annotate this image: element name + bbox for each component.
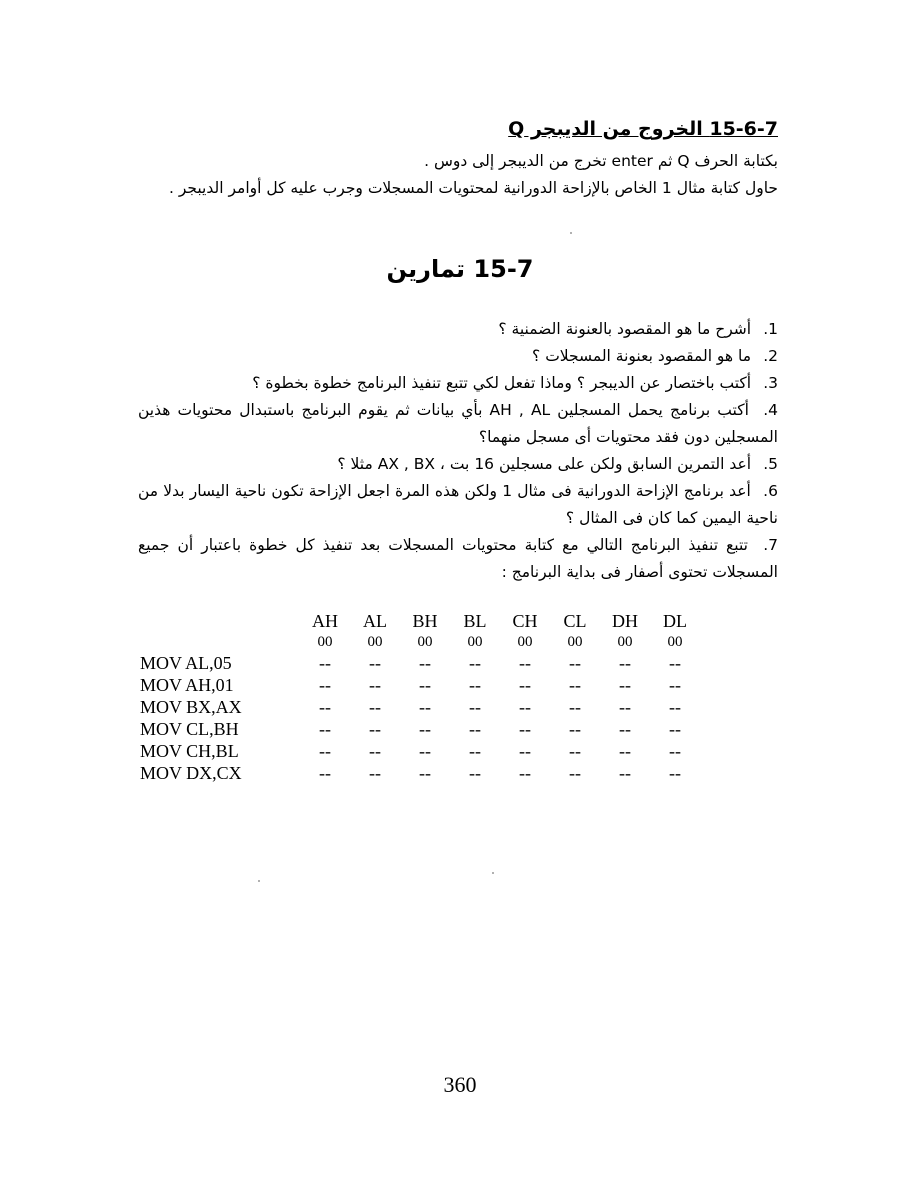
exercise-text: ما هو المقصود بعنونة المسجلات ؟ (532, 347, 752, 365)
instruction-row (140, 718, 700, 740)
register-header-row (140, 610, 700, 632)
instruction-text: MOV AL,05 (140, 652, 232, 673)
blank-value: -- (519, 652, 531, 673)
blank-value: -- (669, 762, 681, 783)
blank-value: -- (669, 696, 681, 717)
blank-value: -- (319, 696, 331, 717)
blank-value: -- (419, 696, 431, 717)
blank-value: -- (369, 674, 381, 695)
exercise-text: أكتب باختصار عن الديبجر ؟ وماذا تفعل لكي تتبع تنفيذ البرنامج خطوة بخطوة ؟ (252, 374, 752, 392)
blank-value: -- (419, 762, 431, 783)
exercise-text: أشرح ما هو المقصود بالعنونة الضمنية ؟ (498, 320, 752, 338)
initial-row-label (140, 632, 300, 652)
initial-value: 00 (567, 633, 583, 650)
blank-value: -- (369, 696, 381, 717)
blank-value: -- (319, 674, 331, 695)
page-number: 360 (443, 1072, 477, 1097)
blank-value: -- (419, 674, 431, 695)
blank-value: -- (619, 762, 631, 783)
blank-value: -- (319, 762, 331, 783)
blank-value: -- (469, 652, 481, 673)
register-header: CH (512, 610, 538, 631)
blank-value: -- (419, 718, 431, 739)
exercise-number: 5. (763, 455, 778, 473)
instruction-row (140, 762, 700, 784)
blank-value: -- (519, 740, 531, 761)
instruction-row (140, 696, 700, 718)
blank-value: -- (619, 696, 631, 717)
initial-value: 00 (317, 633, 333, 650)
exercises-title: 15-7 تمارين (386, 255, 534, 283)
instruction-text: MOV CL,BH (140, 718, 239, 739)
blank-value: -- (569, 762, 581, 783)
section-paragraph-1: بكتابة الحرف Q ثم enter تخرج من الديبجر إلى دوس . (424, 152, 778, 170)
exercise-item (138, 478, 778, 532)
register-header: BH (412, 610, 438, 631)
initial-value: 00 (617, 633, 633, 650)
blank-value: -- (469, 740, 481, 761)
section-paragraph-2: حاول كتابة مثال 1 الخاص بالإزاحة الدورانية لمحتويات المسجلات وجرب عليه كل أوامر الديبجر . (168, 179, 778, 197)
blank-value: -- (569, 718, 581, 739)
blank-value: -- (369, 652, 381, 673)
register-header: BL (463, 610, 487, 631)
initial-value: 00 (417, 633, 433, 650)
speck (570, 232, 572, 234)
exercise-item (138, 343, 778, 370)
exercise-text: أعد التمرين السابق ولكن على مسجلين 16 بت ، AX , BX مثلا ؟ (337, 455, 752, 473)
exercise-number: 1. (763, 320, 778, 338)
instruction-text: MOV AH,01 (140, 674, 234, 695)
instruction-column-header (140, 610, 300, 632)
blank-value: -- (319, 718, 331, 739)
instruction-text: MOV DX,CX (140, 762, 242, 783)
instruction-text: MOV BX,AX (140, 696, 242, 717)
exercise-text: أعد برنامج الإزاحة الدورانية فى مثال 1 ولكن هذه المرة اجعل الإزاحة تكون ناحية اليسار بدلا من ناحية اليمين كما كان فى المثال ؟ (138, 482, 778, 527)
register-trace-table (140, 610, 700, 784)
blank-value: -- (669, 718, 681, 739)
exercise-text: تتبع تنفيذ البرنامج التالي مع كتابة محتويات المسجلات بعد تنفيذ كل خطوة باعتبار أن جميع المسجلات تحتوى أصفار فى بداية البرنامج : (138, 536, 778, 581)
initial-value: 00 (367, 633, 383, 650)
blank-value: -- (569, 696, 581, 717)
exercise-number: 2. (763, 347, 778, 365)
blank-value: -- (619, 740, 631, 761)
blank-value: -- (469, 696, 481, 717)
speck (492, 872, 494, 874)
exercise-text: أكتب برنامج يحمل المسجلين AH , AL بأي بيانات ثم يقوم البرنامج باستبدال محتويات هذين المسجلين دون فقد محتويات أى مسجل منهما؟ (138, 401, 778, 446)
speck (258, 880, 260, 882)
initial-value: 00 (667, 633, 683, 650)
exercise-item (138, 370, 778, 397)
instruction-row (140, 652, 700, 674)
blank-value: -- (319, 652, 331, 673)
register-header: AL (363, 610, 387, 631)
exercise-item (138, 316, 778, 343)
blank-value: -- (569, 674, 581, 695)
exercise-item (138, 451, 778, 478)
exercise-number: 4. (763, 401, 779, 419)
initial-values-row (140, 632, 700, 652)
initial-value: 00 (467, 633, 483, 650)
blank-value: -- (469, 762, 481, 783)
blank-value: -- (469, 718, 481, 739)
exercise-number: 6. (763, 482, 778, 500)
register-header: DH (612, 610, 638, 631)
exercise-number: 7. (763, 536, 778, 554)
blank-value: -- (519, 696, 531, 717)
blank-value: -- (619, 652, 631, 673)
blank-value: -- (319, 740, 331, 761)
register-header: AH (312, 610, 338, 631)
blank-value: -- (519, 718, 531, 739)
blank-value: -- (419, 740, 431, 761)
blank-value: -- (619, 718, 631, 739)
blank-value: -- (369, 740, 381, 761)
exercise-number: 3. (763, 374, 778, 392)
blank-value: -- (469, 674, 481, 695)
blank-value: -- (519, 674, 531, 695)
blank-value: -- (669, 652, 681, 673)
instruction-row (140, 674, 700, 696)
instruction-text: MOV CH,BL (140, 740, 239, 761)
register-header: DL (663, 610, 687, 631)
blank-value: -- (619, 674, 631, 695)
exercise-list (138, 316, 778, 586)
register-header: CL (563, 610, 587, 631)
blank-value: -- (369, 718, 381, 739)
instruction-row (140, 740, 700, 762)
blank-value: -- (369, 762, 381, 783)
blank-value: -- (669, 674, 681, 695)
blank-value: -- (419, 652, 431, 673)
initial-value: 00 (517, 633, 533, 650)
blank-value: -- (669, 740, 681, 761)
section-heading: 15-6-7 الخروج من الديبجر Q (508, 118, 778, 140)
blank-value: -- (569, 740, 581, 761)
exercise-item (138, 397, 778, 451)
exercise-item (138, 532, 778, 586)
blank-value: -- (569, 652, 581, 673)
blank-value: -- (519, 762, 531, 783)
